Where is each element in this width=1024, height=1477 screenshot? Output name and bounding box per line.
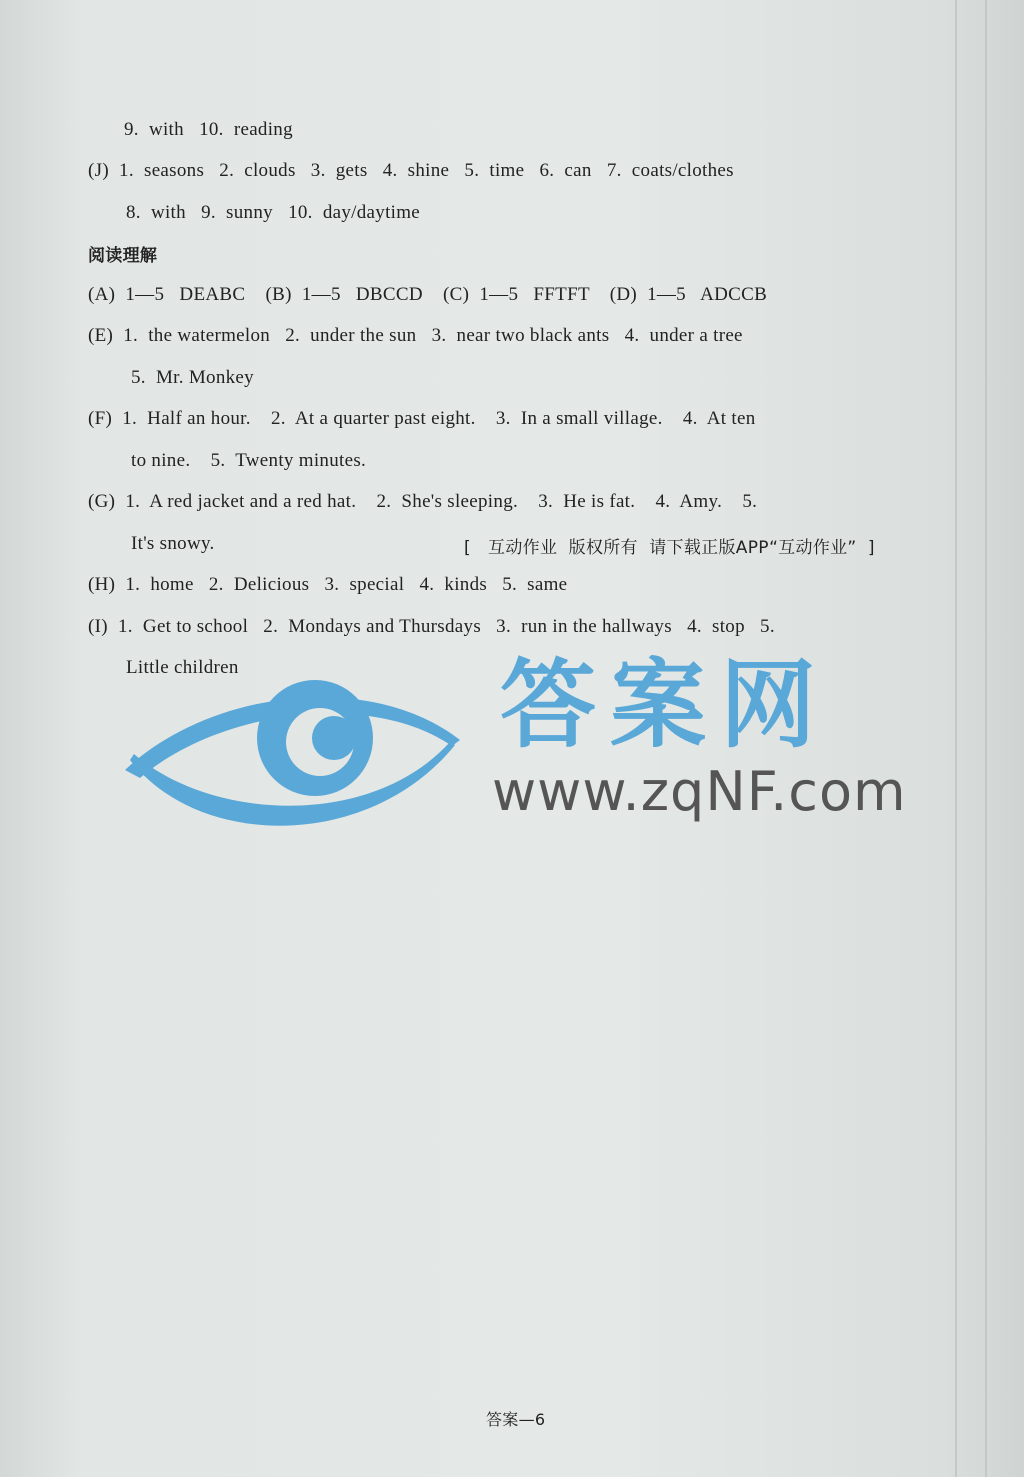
eye-logo-icon (120, 650, 500, 850)
answer-line: (J) 1. seasons 2. clouds 3. gets 4. shine 5. time 6. can 7. coats/clothes (88, 160, 734, 181)
answer-line: (I) 1. Get to school 2. Mondays and Thursdays 3. run in the hallways 4. stop 5. (88, 616, 775, 637)
watermark-title: 答案网 (500, 649, 830, 761)
watermark-url: www.zqNF.com (492, 760, 907, 823)
copyright-notice: [ 互动作业 版权所有 请下载正版APP“互动作业” ] (464, 538, 875, 558)
answer-line: It's snowy. (131, 533, 215, 554)
page-edge-line (955, 0, 957, 1477)
answer-line: (F) 1. Half an hour. 2. At a quarter past eight. 3. In a small village. 4. At ten (88, 408, 756, 429)
answer-line: to nine. 5. Twenty minutes. (131, 450, 367, 471)
watermark (120, 649, 907, 850)
section-heading: 阅读理解 (88, 246, 158, 266)
page-number: 答案—6 (486, 1410, 546, 1429)
answer-line: (G) 1. A red jacket and a red hat. 2. She's sleeping. 3. He is fat. 4. Amy. 5. (88, 491, 758, 512)
answer-line: (H) 1. home 2. Delicious 3. special 4. kinds 5. same (88, 574, 568, 595)
answer-line: 9. with 10. reading (124, 119, 293, 140)
answer-line: (A) 1—5 DEABC (B) 1—5 DBCCD (C) 1—5 FFTFT (D) 1—5 ADCCB (88, 284, 768, 305)
answer-line: 5. Mr. Monkey (131, 367, 254, 388)
page-edge-line (985, 0, 987, 1477)
answer-line: 8. with 9. sunny 10. day/daytime (126, 202, 421, 223)
answer-line: (E) 1. the watermelon 2. under the sun 3. near two black ants 4. under a tree (88, 325, 743, 346)
answer-line: Little children (126, 657, 239, 678)
